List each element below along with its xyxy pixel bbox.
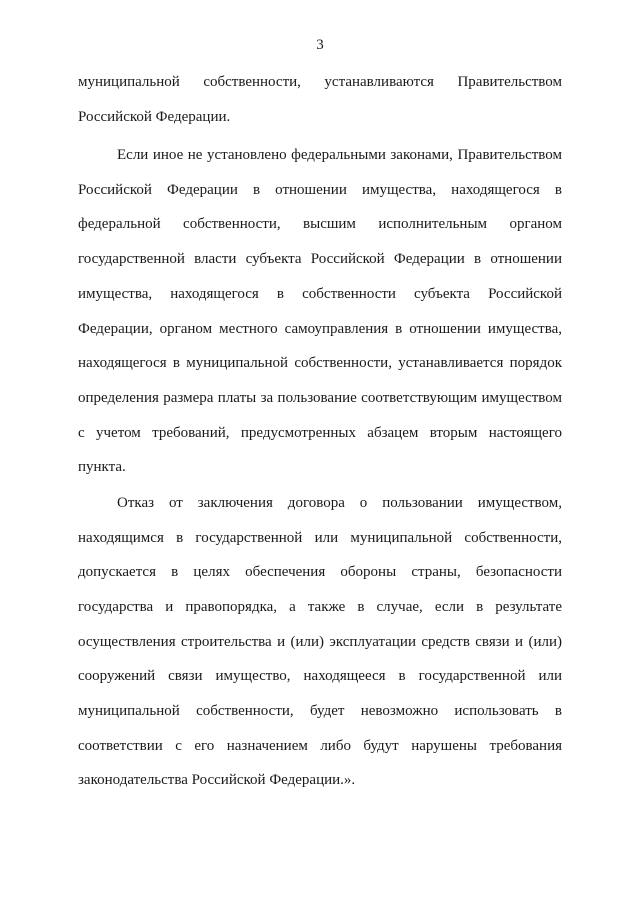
text-line: определения размера платы за пользование соответствующим имуществом [78, 390, 562, 406]
text-line: пункта. [78, 459, 126, 475]
text-line: Федерации, органом местного самоуправления в отношении имущества, [78, 321, 562, 337]
text-line: Отказ от заключения договора о пользовании имуществом, [117, 495, 562, 511]
text-line: осуществления строительства и (или) эксплуатации средств связи и (или) [78, 634, 562, 650]
text-line: находящимся в государственной или муниципальной собственности, [78, 530, 562, 546]
text-line: государства и правопорядка, а также в случае, если в результате [78, 599, 562, 615]
text-line: имущества, находящегося в собственности субъекта Российской [78, 286, 562, 302]
text-line: Если иное не установлено федеральными законами, Правительством [117, 147, 562, 163]
text-line: Российской Федерации. [78, 109, 231, 125]
text-line: муниципальной собственности, устанавливаются Правительством [78, 74, 562, 90]
text-line: законодательства Российской Федерации.». [78, 772, 356, 788]
page-number: 3 [316, 37, 324, 53]
text-line: соответствии с его назначением либо будут нарушены требования [78, 738, 562, 754]
text-line: допускается в целях обеспечения обороны страны, безопасности [78, 564, 562, 580]
text-line: Российской Федерации в отношении имущества, находящегося в [78, 182, 562, 198]
text-line: сооружений связи имущество, находящееся в государственной или [78, 668, 562, 684]
text-line: муниципальной собственности, будет невозможно использовать в [78, 703, 562, 719]
text-line: с учетом требований, предусмотренных абзацем вторым настоящего [78, 425, 562, 441]
text-line: находящегося в муниципальной собственности, устанавливается порядок [78, 355, 562, 371]
text-line: федеральной собственности, высшим исполнительным органом [78, 216, 562, 232]
text-line: государственной власти субъекта Российской Федерации в отношении [78, 251, 562, 267]
